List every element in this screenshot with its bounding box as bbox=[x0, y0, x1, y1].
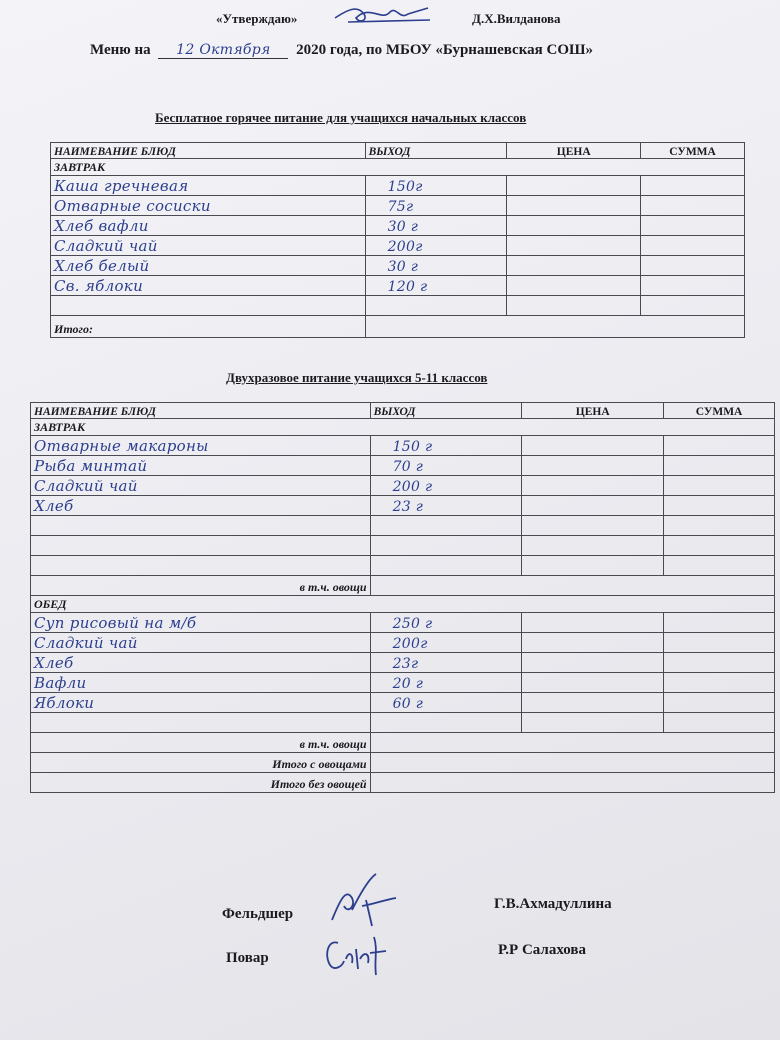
col-yield-header: ВЫХОД bbox=[365, 143, 507, 159]
table-header-row bbox=[31, 403, 775, 419]
col-dish-header: НАИМЕВАНИЕ БЛЮД bbox=[51, 143, 366, 159]
dish-cell bbox=[31, 713, 371, 733]
price-cell bbox=[507, 296, 641, 316]
sum-cell bbox=[641, 256, 745, 276]
yield-cell: 60 г bbox=[370, 693, 522, 713]
yield-cell: 150г bbox=[365, 176, 507, 196]
total-value-cell bbox=[365, 316, 744, 338]
price-cell bbox=[522, 456, 664, 476]
price-cell bbox=[522, 496, 664, 516]
table-row bbox=[31, 536, 775, 556]
dish-cell: Св. яблоки bbox=[51, 276, 366, 296]
sum-cell bbox=[664, 456, 775, 476]
table-row bbox=[51, 196, 745, 216]
price-cell bbox=[507, 276, 641, 296]
table-row bbox=[31, 456, 775, 476]
veg-value-cell bbox=[370, 576, 774, 596]
sum-cell bbox=[641, 176, 745, 196]
section2-table bbox=[30, 402, 775, 793]
table-row bbox=[31, 713, 775, 733]
table-row bbox=[31, 653, 775, 673]
sum-cell bbox=[664, 613, 775, 633]
medic-signature bbox=[322, 870, 402, 930]
director-signature bbox=[330, 0, 440, 30]
table-row bbox=[31, 693, 775, 713]
sum-cell bbox=[664, 476, 775, 496]
table-row bbox=[31, 613, 775, 633]
price-cell bbox=[507, 236, 641, 256]
dish-cell: Хлеб вафли bbox=[51, 216, 366, 236]
section2-title: Двухразовое питание учащихся 5-11 классов bbox=[226, 370, 488, 385]
sum-cell bbox=[664, 496, 775, 516]
cook-name: Р.Р Салахова bbox=[498, 942, 586, 958]
dish-cell bbox=[31, 536, 371, 556]
dish-cell: Яблоки bbox=[31, 693, 371, 713]
sum-cell bbox=[664, 536, 775, 556]
dish-cell: Каша гречневая bbox=[51, 176, 366, 196]
table-row bbox=[51, 296, 745, 316]
dish-cell: Сладкий чай bbox=[31, 476, 371, 496]
menu-title bbox=[90, 42, 593, 59]
price-cell bbox=[522, 536, 664, 556]
sum-cell bbox=[664, 633, 775, 653]
price-cell bbox=[522, 613, 664, 633]
approve-label: «Утверждаю» bbox=[216, 11, 298, 26]
price-cell bbox=[522, 653, 664, 673]
sum-cell bbox=[641, 296, 745, 316]
yield-cell: 250 г bbox=[370, 613, 522, 633]
table-row bbox=[51, 256, 745, 276]
breakfast-label: ЗАВТРАК bbox=[31, 419, 775, 436]
total-without-veg-label: Итого без овощей bbox=[31, 773, 371, 793]
price-cell bbox=[522, 633, 664, 653]
yield-cell: 30 г bbox=[365, 256, 507, 276]
director-name: Д.Х.Вилданова bbox=[472, 11, 561, 26]
dish-cell: Отварные сосиски bbox=[51, 196, 366, 216]
yield-cell bbox=[370, 713, 522, 733]
price-cell bbox=[522, 516, 664, 536]
yield-cell bbox=[370, 556, 522, 576]
section1-table bbox=[50, 142, 745, 338]
dish-cell: Хлеб bbox=[31, 496, 371, 516]
price-cell bbox=[522, 436, 664, 456]
yield-cell: 70 г bbox=[370, 456, 522, 476]
sum-cell bbox=[641, 216, 745, 236]
yield-cell: 200г bbox=[365, 236, 507, 256]
veg-label-lunch: в т.ч. овощи bbox=[31, 733, 371, 753]
total-without-veg-cell bbox=[370, 773, 774, 793]
table-row bbox=[31, 436, 775, 456]
price-cell bbox=[507, 256, 641, 276]
veg-value-cell bbox=[370, 733, 774, 753]
meal-label: ЗАВТРАК bbox=[51, 159, 745, 176]
menu-date: 12 Октября bbox=[158, 42, 288, 59]
yield-cell bbox=[370, 536, 522, 556]
sum-cell bbox=[664, 516, 775, 536]
dish-cell bbox=[31, 516, 371, 536]
dish-cell bbox=[51, 296, 366, 316]
lunch-label: ОБЕД bbox=[31, 596, 775, 613]
menu-prefix: Меню на bbox=[90, 42, 151, 58]
table-row bbox=[31, 633, 775, 653]
veg-label: в т.ч. овощи bbox=[31, 576, 371, 596]
yield-cell: 23г bbox=[370, 653, 522, 673]
table-row bbox=[31, 556, 775, 576]
table-row bbox=[31, 673, 775, 693]
dish-cell: Отварные макароны bbox=[31, 436, 371, 456]
yield-cell bbox=[370, 516, 522, 536]
yield-cell: 200 г bbox=[370, 476, 522, 496]
menu-suffix: 2020 года, по МБОУ «Бурнашевская СОШ» bbox=[296, 42, 593, 58]
price-cell bbox=[507, 216, 641, 236]
cook-label: Повар bbox=[226, 950, 269, 966]
yield-cell: 30 г bbox=[365, 216, 507, 236]
yield-cell: 200г bbox=[370, 633, 522, 653]
section1-title: Бесплатное горячее питание для учащихся начальных классов bbox=[155, 110, 527, 125]
yield-cell bbox=[365, 296, 507, 316]
col-price-header: ЦЕНА bbox=[507, 143, 641, 159]
dish-cell: Хлеб bbox=[31, 653, 371, 673]
table-row bbox=[51, 216, 745, 236]
price-cell bbox=[522, 713, 664, 733]
sum-cell bbox=[641, 236, 745, 256]
table-row bbox=[31, 496, 775, 516]
price-cell bbox=[522, 556, 664, 576]
dish-cell: Вафли bbox=[31, 673, 371, 693]
table-header-row bbox=[51, 143, 745, 159]
table-row bbox=[51, 176, 745, 196]
sum-cell bbox=[664, 673, 775, 693]
price-cell bbox=[522, 693, 664, 713]
dish-cell: Хлеб белый bbox=[51, 256, 366, 276]
dish-cell: Сладкий чай bbox=[51, 236, 366, 256]
sum-cell bbox=[664, 556, 775, 576]
dish-cell: Сладкий чай bbox=[31, 633, 371, 653]
dish-cell: Рыба минтай bbox=[31, 456, 371, 476]
medic-name: Г.В.Ахмадуллина bbox=[494, 896, 612, 912]
sum-cell bbox=[641, 196, 745, 216]
col-dish-header: НАИМЕВАНИЕ БЛЮД bbox=[31, 403, 371, 419]
table-row bbox=[51, 236, 745, 256]
col-yield-header: ВЫХОД bbox=[370, 403, 522, 419]
yield-cell: 23 г bbox=[370, 496, 522, 516]
total-with-veg-label: Итого с овощами bbox=[31, 753, 371, 773]
price-cell bbox=[522, 673, 664, 693]
total-with-veg-cell bbox=[370, 753, 774, 773]
price-cell bbox=[522, 476, 664, 496]
medic-label: Фельдшер bbox=[222, 906, 294, 922]
col-sum-header: СУММА bbox=[664, 403, 775, 419]
table-row bbox=[31, 476, 775, 496]
dish-cell: Суп рисовый на м/б bbox=[31, 613, 371, 633]
sum-cell bbox=[664, 653, 775, 673]
yield-cell: 120 г bbox=[365, 276, 507, 296]
sum-cell bbox=[664, 713, 775, 733]
table-row bbox=[51, 276, 745, 296]
sum-cell bbox=[664, 436, 775, 456]
price-cell bbox=[507, 196, 641, 216]
col-sum-header: СУММА bbox=[641, 143, 745, 159]
total-label: Итого: bbox=[51, 316, 366, 338]
sum-cell bbox=[641, 276, 745, 296]
price-cell bbox=[507, 176, 641, 196]
dish-cell bbox=[31, 556, 371, 576]
col-price-header: ЦЕНА bbox=[522, 403, 664, 419]
yield-cell: 75г bbox=[365, 196, 507, 216]
cook-signature bbox=[318, 925, 393, 980]
yield-cell: 20 г bbox=[370, 673, 522, 693]
yield-cell: 150 г bbox=[370, 436, 522, 456]
sum-cell bbox=[664, 693, 775, 713]
table-row bbox=[31, 516, 775, 536]
